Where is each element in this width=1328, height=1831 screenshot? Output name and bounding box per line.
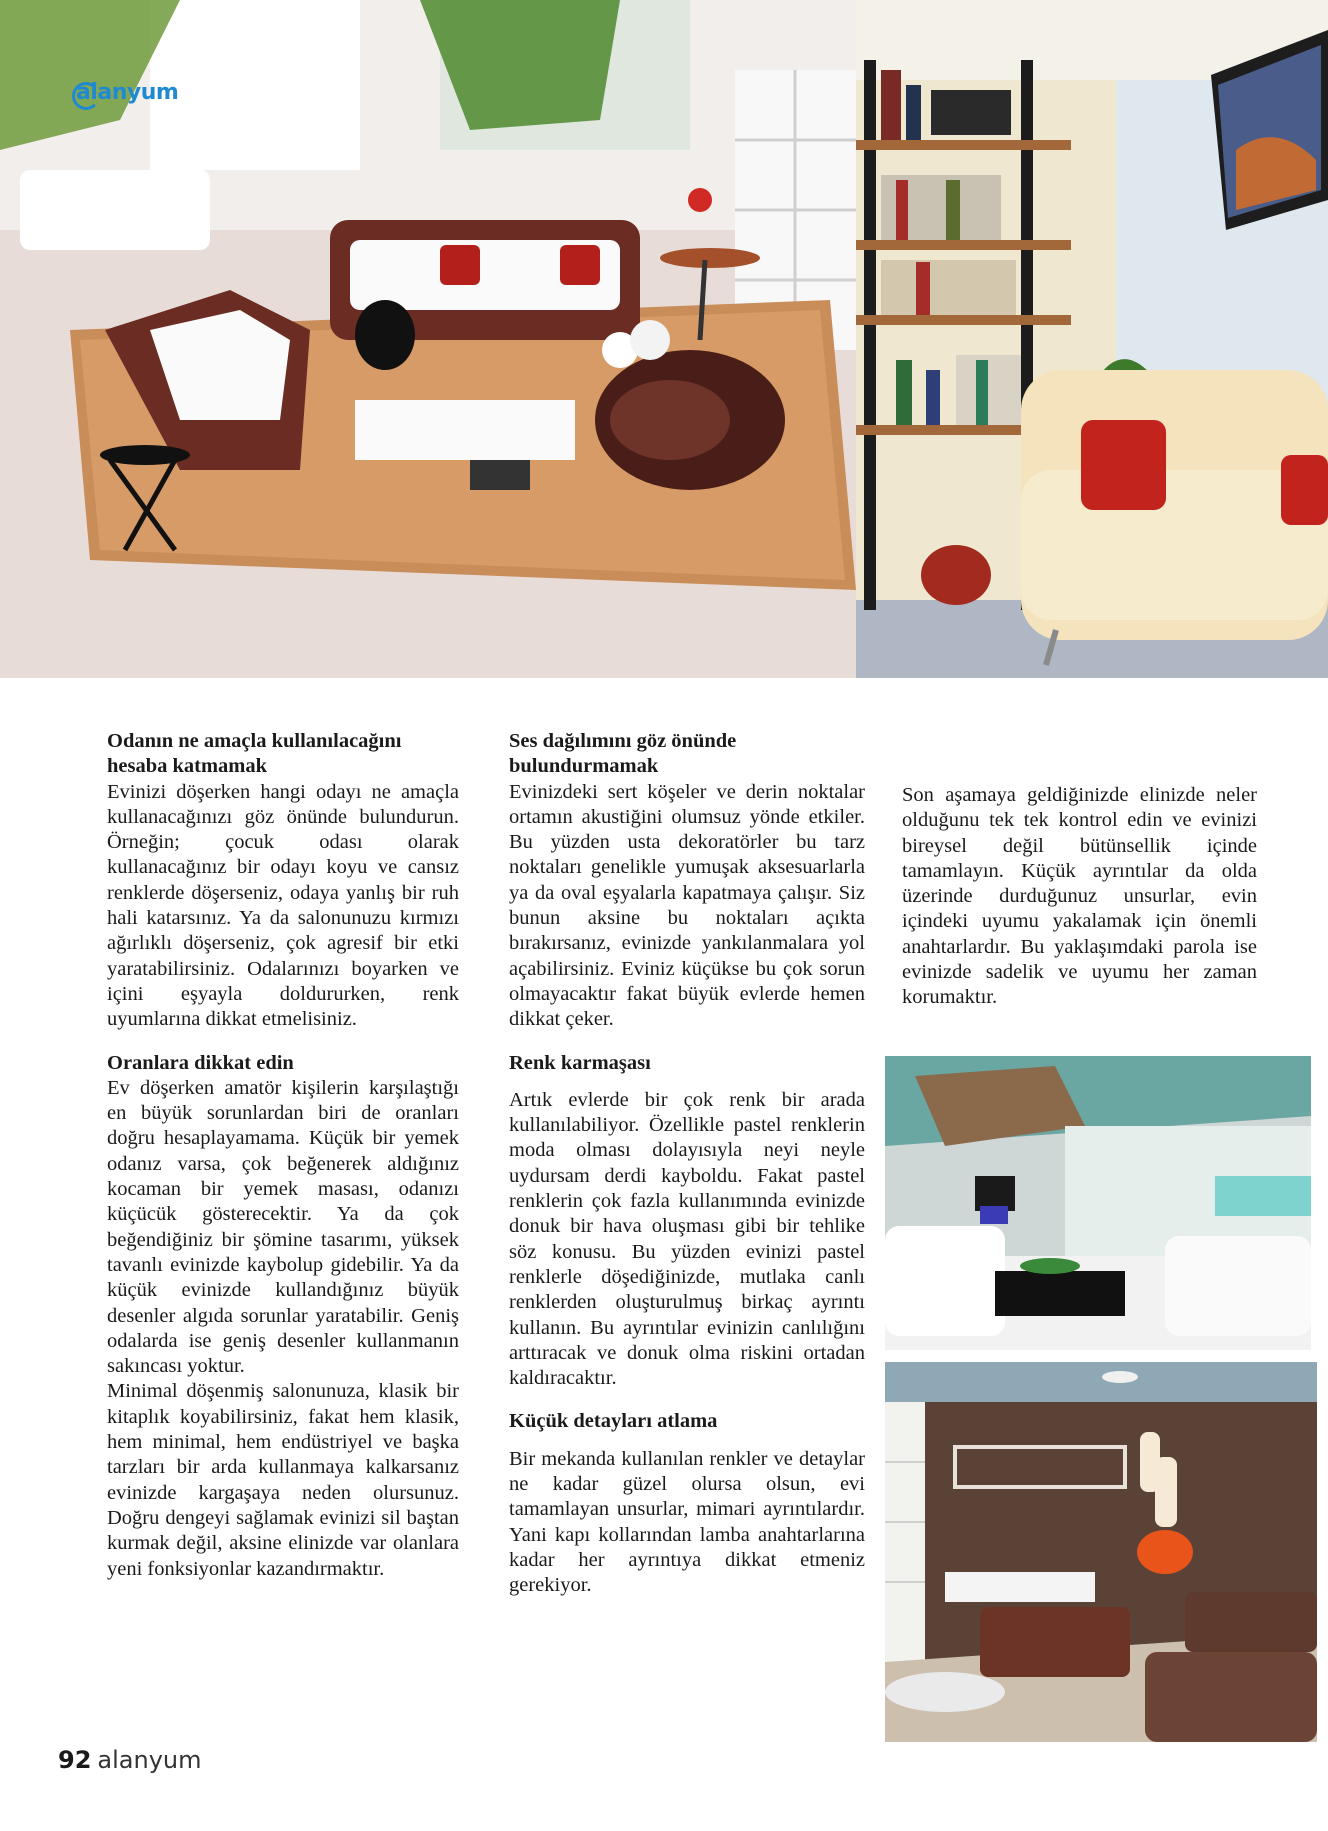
living-room-photo (0, 0, 856, 678)
column-left (107, 729, 459, 1582)
page-footer (58, 1746, 202, 1774)
heading-purpose: Odanın ne amaçla kullanılacağını hesaba katmamak (107, 730, 402, 778)
heading-proportions: Oranlara dikkat edin (107, 1051, 294, 1074)
paragraph-purpose: Evinizi döşerken hangi odayı ne amaçla kullanacağınızı göz önünde bulundurun. Örneğin; çocuk odası olarak kullanacağınız bir odayı koyu ve cansız renklerde döşerseniz, odaya yanlış bir ruh hali katarsınız. Ya da salonunuzu kırmızı ağırlıklı döşerseniz, çok agresif bir etki yaratabilirsiniz. Odalarınızı boyarken ve içini eşyayla doldururken, renk uyumlarına dikkat etmelisiniz. (107, 780, 459, 1031)
paragraph-proportions: Ev döşerken amatör kişilerin karşılaştığı en büyük sorunlardan biri de oranları doğru hesaplayamama. Küçük bir yemek odanız varsa, çok beğenerek aldığınız kocaman bir yemek masası, odanızı küçücük gösterecektir. Ya da çok beğendiğiniz bir şömine tasarımı, yüksek tavanlı evinizde kaybolup gidebilir. Ya da küçük evinizde kullandığınız büyük desenler algıda sorunlar yaratabilir. Geniş odalarda ise geniş desenler kullanmanın sakıncası yoktur. (107, 1076, 459, 1378)
paragraph-details: Bir mekanda kullanılan renkler ve detaylar ne kadar güzel olursa olsun, evi tamamlayan unsurlar, mimari ayrıntılardır. Yani kapı kollarından lamba anahtarlarına kadar her ayrıntıya dikkat etmeniz gerekiyor. (509, 1447, 865, 1597)
logo-swoosh-icon (72, 82, 100, 110)
heading-color: Renk karmaşası (509, 1051, 651, 1074)
column-right (902, 783, 1257, 1011)
paragraph-conclusion: Son aşamaya geldiğinizde elinizde neler olduğunu tek tek kontrol edin ve evinizi bireysel değil bütünsellik içinde tamamlayın. Küçük ayrıntılar da olda üzerinde durduğunuz unsurlar, evin içindeki uyumu yakalamak için önemli anahtarlardır. Bu yaklaşımdaki parola ise evinizde sadelik ve uyumu her zaman korumaktır. (902, 784, 1257, 1009)
lounge-photo (885, 1362, 1317, 1742)
column-middle (509, 729, 865, 1599)
paragraph-color: Artık evlerde bir çok renk bir arada kullanılabiliyor. Özellikle pastel renklerin moda olması dolayısıyla neyi neyle uydursam derdi kayboldu. Fakat pastel renklerin çok fazla kullanımında evinizde donuk bir hava oluşması gibi bir tehlike söz konusu. Bu yüzden evinizi pastel renklerle döşediğinizde, mutlaka canlı renklerden oluşturulmuş birkaç ayrıntı kullanın. Bu ayrıntılar evinizin canlılığını arttıracak ve donuk olma riskini ortadan kaldıracaktır. (509, 1088, 865, 1390)
bookshelf-photo (856, 0, 1328, 678)
paragraph-acoustics: Evinizdeki sert köşeler ve derin noktalar ortamın akustiğini olumsuz yönde etkiler. Bu yüzden usta dekoratörler bu tarz noktaları genelikle yumuşak aksesuarlarla ya da oval eşyalarla kapatmaya çalışır. Siz bunun aksine bu noktaları açıkta bırakırsanız, evinizde yankılanmalara yol açabilirsiniz. Eviniz küçükse bu çok sorun olmayacaktır fakat büyük evlerde hemen dikkat çeker. (509, 780, 865, 1031)
page-number: 92 (58, 1746, 92, 1774)
paragraph-proportions-2: Minimal döşenmiş salonunuza, klasik bir kitaplık koyabilirsiniz, fakat hem klasik, hem minimal, hem endüstriyel ve başka tarzları bir arda kullanmaya kalkarsanız evinizde kargaşaya neden olursunuz. Doğru dengeyi sağlamak evinizi sil baştan kurmak değil, aksine elinizde var olanlara yeni fonksiyonlar kazandırmaktır. (107, 1380, 459, 1580)
modern-living-room-photo (885, 1056, 1311, 1350)
heading-details: Küçük detayları atlama (509, 1410, 718, 1433)
logo-section: deko (178, 80, 237, 105)
logo-brand: alanyum (76, 80, 179, 105)
magazine-logo (76, 80, 236, 105)
heading-acoustics: Ses dağılımını göz önünde bulundurmamak (509, 730, 737, 778)
footer-magazine-name: alanyum (97, 1746, 202, 1774)
